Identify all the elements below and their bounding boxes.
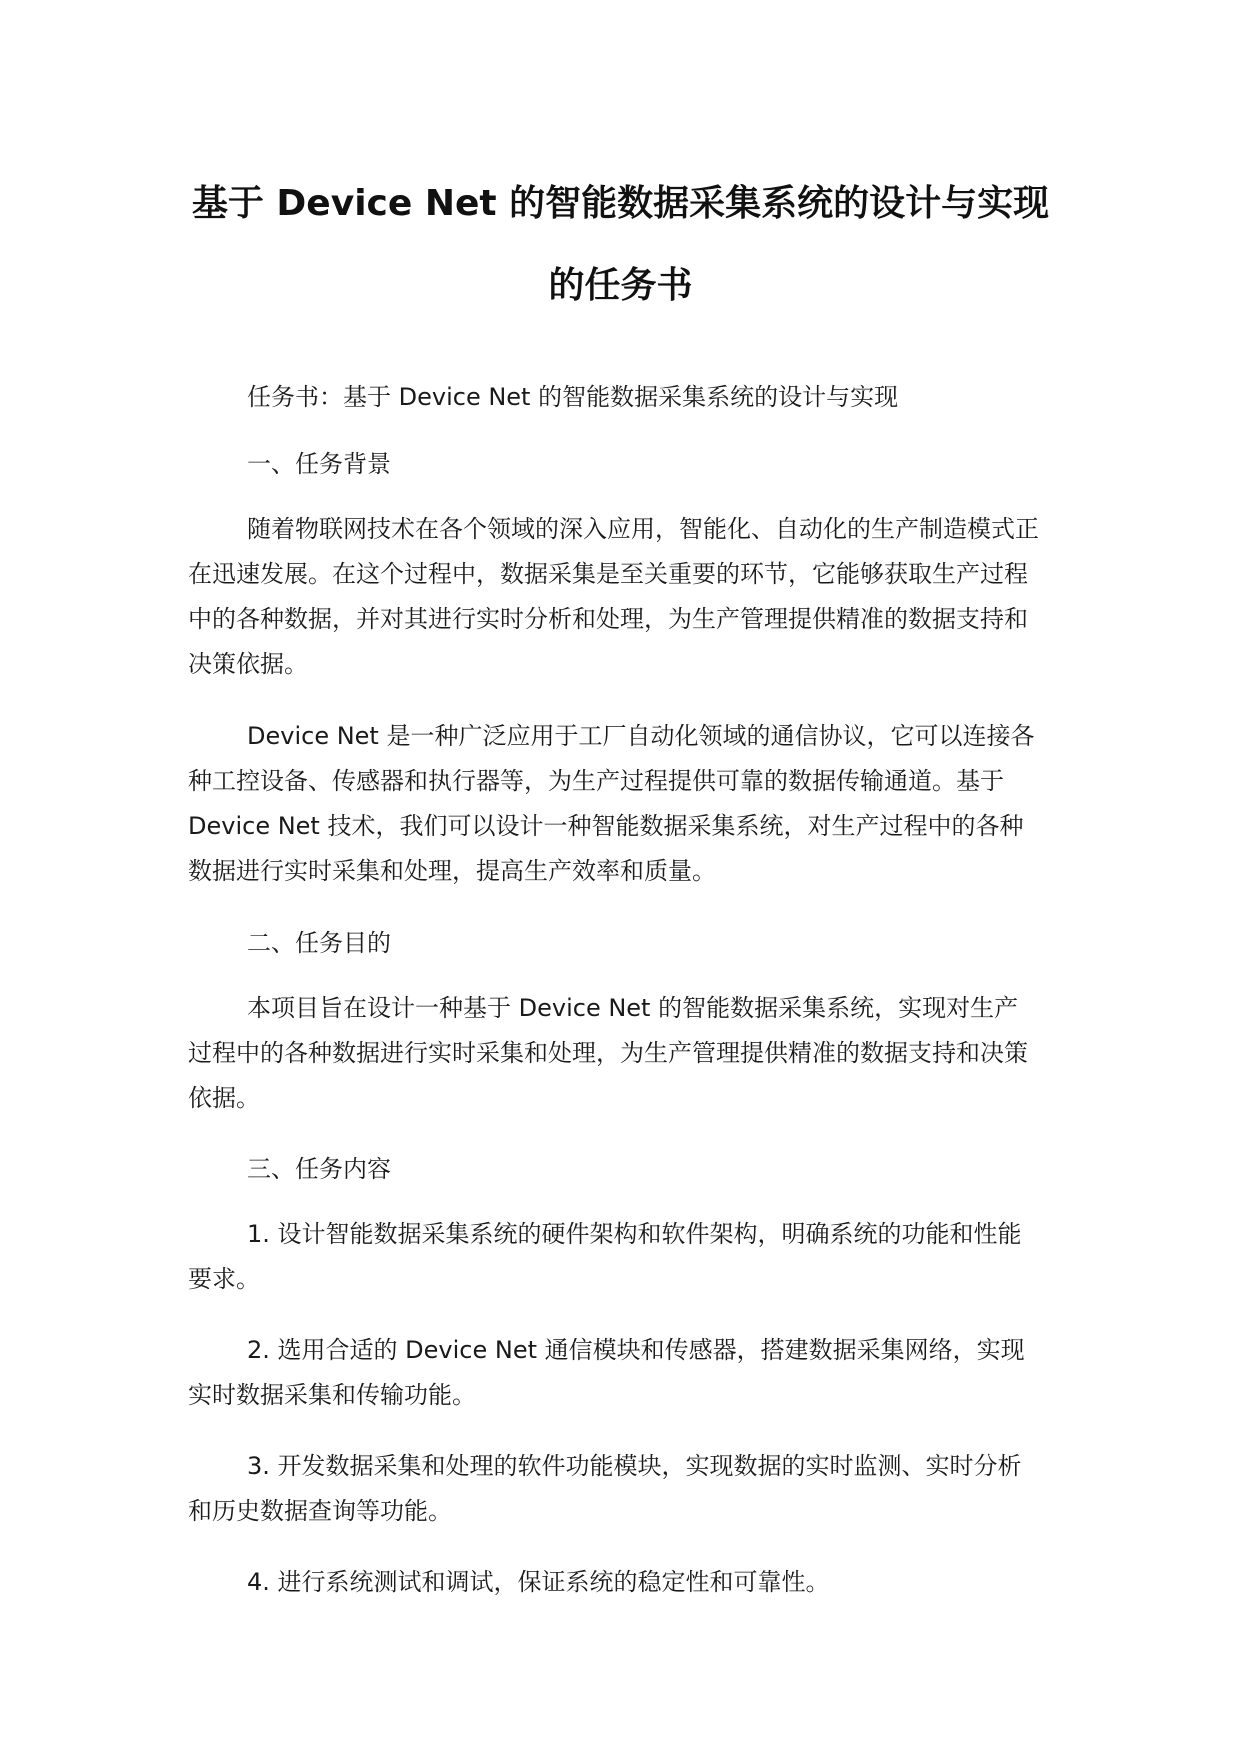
background-paragraph-2: Device Net 是一种广泛应用于工厂自动化领域的通信协议，它可以连接各种工控设备、传感器和执行器等，为生产过程提供可靠的数据传输通道。基于 Device Net 技术，我们可以设计一种智能数据采集系统，对生产过程中的各种数据进行实时采集和处理，提高生产效率和质量。 xyxy=(188,722,1035,885)
document-title-line-2: 的任务书 xyxy=(548,265,693,306)
document-subtitle: 任务书：基于 Device Net 的智能数据采集系统的设计与实现 xyxy=(247,383,899,411)
content-list-item: 4. 进行系统测试和调试，保证系统的稳定性和可靠性。 xyxy=(247,1568,830,1596)
goal-paragraph-1: 本项目旨在设计一种基于 Device Net 的智能数据采集系统，实现对生产过程中的各种数据进行实时采集和处理，为生产管理提供精准的数据支持和决策依据。 xyxy=(188,994,1028,1112)
section-heading-goal: 二、任务目的 xyxy=(247,929,391,957)
section-heading-background: 一、任务背景 xyxy=(247,450,391,478)
content-list-item: 2. 选用合适的 Device Net 通信模块和传感器，搭建数据采集网络，实现实时数据采集和传输功能。 xyxy=(188,1336,1025,1409)
document-title-line-1: 基于 Device Net 的智能数据采集系统的设计与实现 xyxy=(191,183,1050,224)
content-list-item: 1. 设计智能数据采集系统的硬件架构和软件架构，明确系统的功能和性能要求。 xyxy=(188,1220,1022,1293)
section-heading-content: 三、任务内容 xyxy=(247,1155,391,1183)
background-paragraph-1: 随着物联网技术在各个领域的深入应用，智能化、自动化的生产制造模式正在迅速发展。在这个过程中，数据采集是至关重要的环节，它能够获取生产过程中的各种数据，并对其进行实时分析和处理，为生产管理提供精准的数据支持和决策依据。 xyxy=(188,515,1039,678)
content-list-item: 3. 开发数据采集和处理的软件功能模块，实现数据的实时监测、实时分析和历史数据查询等功能。 xyxy=(188,1452,1022,1525)
